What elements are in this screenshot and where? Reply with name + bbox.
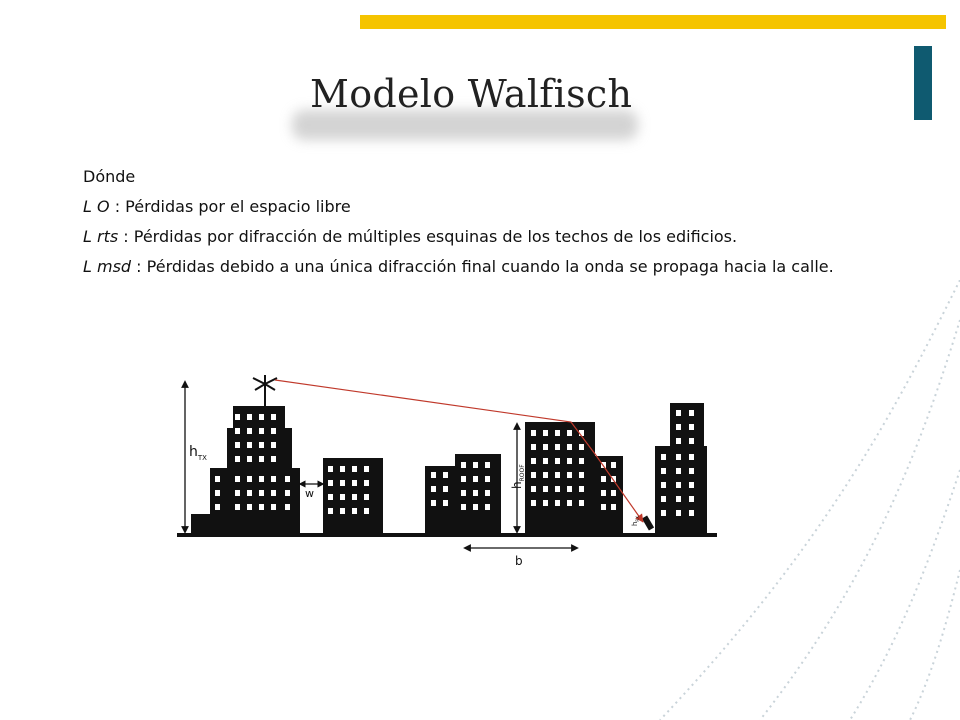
receiver-icon <box>642 515 654 530</box>
symbol-lmsd: L msd <box>83 257 132 276</box>
side-accent-bar <box>914 46 932 120</box>
top-accent-bar <box>360 15 946 29</box>
b-label: b <box>515 554 523 568</box>
hrx-label: $h_{RX}$ <box>631 516 640 526</box>
building <box>191 514 211 534</box>
definitions-intro: Dónde <box>83 167 136 186</box>
slide-title: Modelo Walfisch <box>310 72 633 116</box>
buildings <box>191 403 707 534</box>
definition-lo-text: : Pérdidas por el espacio libre <box>114 197 351 216</box>
definition-lmsd <box>83 252 853 282</box>
definitions-text <box>83 162 853 282</box>
building <box>670 403 704 455</box>
building <box>593 456 623 534</box>
w-label: w <box>305 487 314 500</box>
definition-lmsd-text: : Pérdidas debido a una única difracción final cuando la onda se propaga hacia la calle. <box>136 257 834 276</box>
hroof-label: $h_{ROOF}$ <box>510 464 526 489</box>
walfisch-diagram <box>175 372 720 572</box>
symbol-lo: L O <box>83 197 110 216</box>
definition-lo <box>83 192 853 222</box>
definition-lrts <box>83 222 853 252</box>
symbol-lrts: L rts <box>83 227 119 246</box>
htx-label: $h_{TX}$ <box>189 444 207 462</box>
antenna-icon <box>253 375 277 406</box>
definition-lrts-text: : Pérdidas por difracción de múltiples esquinas de los techos de los edificios. <box>123 227 738 246</box>
